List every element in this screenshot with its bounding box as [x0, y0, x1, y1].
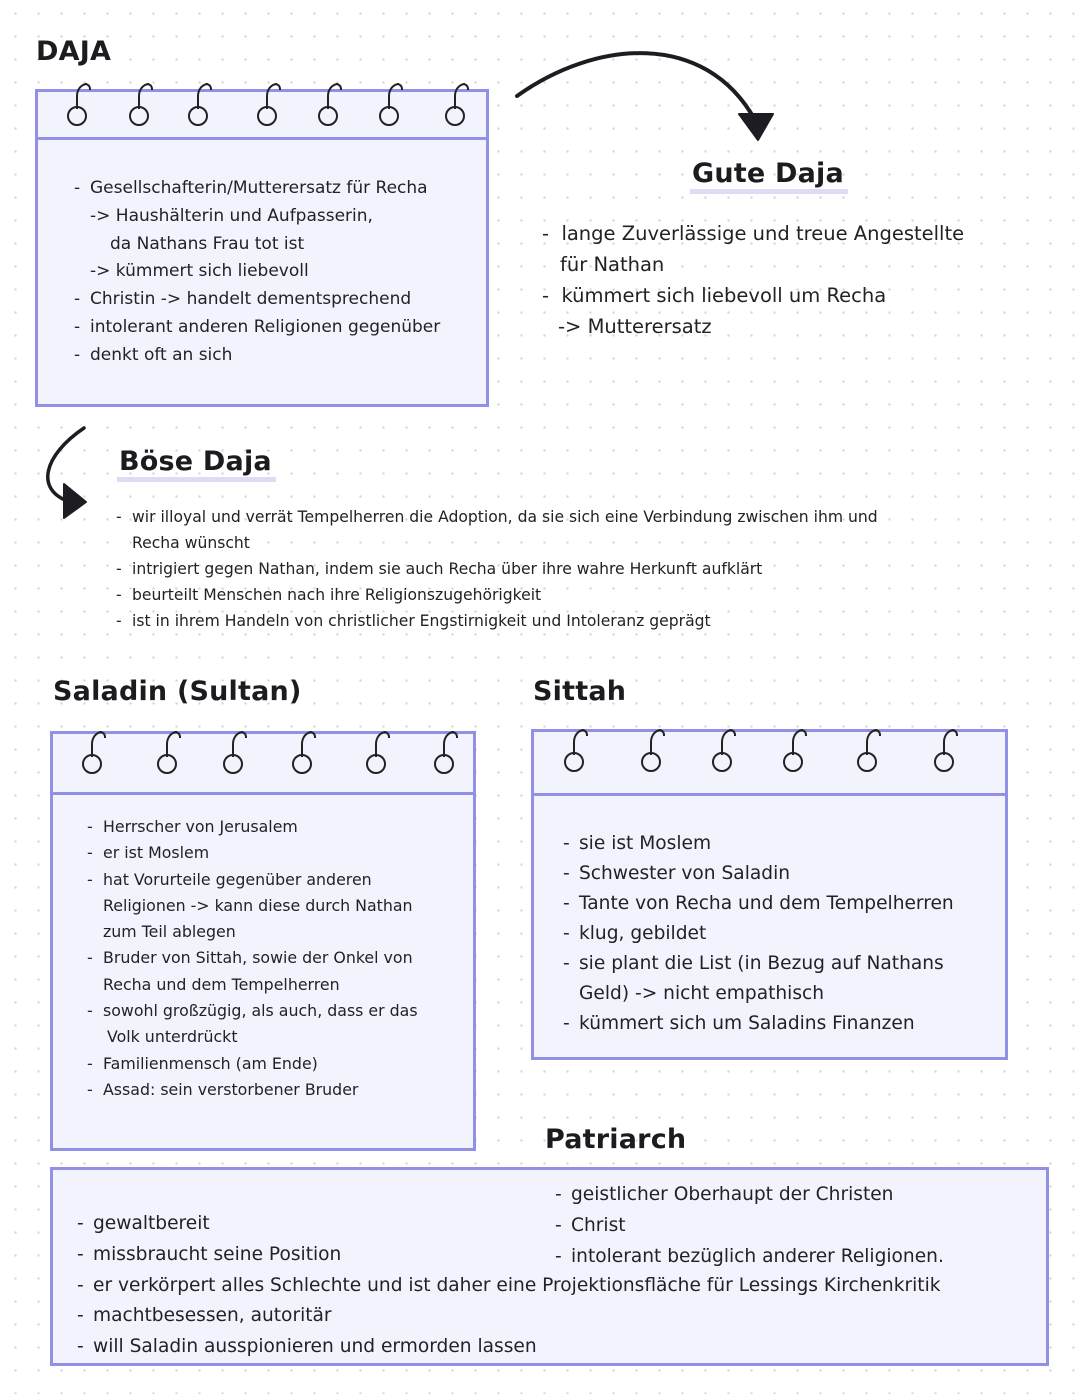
list-item: - sie plant die List (in Bezug auf Nathans [563, 949, 954, 979]
spiral-ring-icon [188, 106, 208, 126]
list-item: - missbraucht seine Position [77, 1240, 941, 1271]
spiral-ring-icon [366, 754, 386, 774]
list-item: - er verkörpert alles Schlechte und ist daher eine Projektionsfläche für Lessings Kirchenkritik [77, 1271, 941, 1302]
list-item: - hat Vorurteile gegenüber anderen [87, 867, 418, 893]
list-item: - geistlicher Oberhaupt der Christen [555, 1179, 944, 1210]
spiral-ring-icon [783, 752, 803, 772]
notepad-ring-bar [534, 732, 1005, 796]
list-item: - sie ist Moslem [563, 829, 954, 859]
spiral-ring-icon [257, 106, 277, 126]
saladin-title: Saladin (Sultan) [53, 676, 302, 707]
sittah-notepad [531, 729, 1008, 1060]
saladin-traits-list [87, 814, 418, 1103]
gute-daja-list [542, 218, 964, 342]
sittah-title: Sittah [533, 676, 627, 707]
list-item: - intrigiert gegen Nathan, indem sie auch Recha über ihre wahre Herkunft aufklärt [116, 556, 878, 582]
list-item: - Christin -> handelt dementsprechend [74, 286, 440, 314]
patriarch-box [50, 1167, 1049, 1366]
spiral-ring-icon [67, 106, 87, 126]
list-item: -> Mutterersatz [558, 315, 712, 338]
spiral-ring-icon [292, 754, 312, 774]
list-item: Recha und dem Tempelherren [103, 974, 340, 994]
list-item: Volk unterdrückt [107, 1027, 238, 1047]
list-item: - denkt oft an sich [74, 342, 440, 370]
list-item: - gewaltbereit [77, 1209, 941, 1240]
list-item: - will Saladin ausspionieren und ermorden lassen [77, 1332, 941, 1363]
boese-daja-title [117, 446, 276, 482]
list-item: - kümmert sich um Saladins Finanzen [563, 1009, 954, 1039]
notepad-ring-bar [53, 734, 473, 795]
list-item: - Christ [555, 1210, 944, 1241]
list-item: -> kümmert sich liebevoll [90, 261, 309, 282]
list-item: Religionen -> kann diese durch Nathan [103, 895, 413, 915]
list-item: - Bruder von Sittah, sowie der Onkel von [87, 945, 418, 971]
daja-notepad [35, 89, 489, 407]
saladin-notepad [50, 731, 476, 1151]
list-item: für Nathan [560, 253, 665, 276]
spiral-ring-icon [712, 752, 732, 772]
list-item: zum Teil ablegen [103, 922, 236, 942]
list-item: - Tante von Recha und dem Tempelherren [563, 889, 954, 919]
daja-title: DAJA [36, 36, 112, 67]
boese-daja-list [116, 504, 878, 634]
gute-daja-title [690, 158, 848, 194]
list-item: -> Haushälterin und Aufpasserin, [90, 205, 373, 226]
list-item: - wir illoyal und verrät Tempelherren die Adoption, da sie sich eine Verbindung zwischen ihm und [116, 504, 878, 530]
spiral-ring-icon [129, 106, 149, 126]
spiral-ring-icon [445, 106, 465, 126]
curved-arrow-icon [505, 40, 795, 150]
list-item: - machtbesessen, autoritär [77, 1301, 941, 1332]
sittah-traits-list [563, 829, 954, 1039]
list-item: - lange Zuverlässige und treue Angestellte [542, 222, 965, 245]
list-item: - Familienmensch (am Ende) [87, 1051, 418, 1077]
boese-daja-title-text: Böse Daja [117, 448, 276, 482]
spiral-ring-icon [434, 754, 454, 774]
gute-daja-title-text: Gute Daja [690, 160, 848, 194]
spiral-ring-icon [379, 106, 399, 126]
spiral-ring-icon [564, 752, 584, 772]
spiral-ring-icon [318, 106, 338, 126]
list-item: - Herrscher von Jerusalem [87, 814, 418, 840]
list-item: - beurteilt Menschen nach ihre Religionszugehörigkeit [116, 582, 878, 608]
list-item: - sowohl großzügig, als auch, dass er das [87, 998, 418, 1024]
spiral-ring-icon [223, 754, 243, 774]
spiral-ring-icon [641, 752, 661, 772]
spiral-ring-icon [157, 754, 177, 774]
list-item: Geld) -> nicht empathisch [579, 983, 825, 1004]
list-item: - intolerant bezüglich anderer Religionen. [555, 1241, 944, 1272]
spiral-ring-icon [82, 754, 102, 774]
list-item: - Schwester von Saladin [563, 859, 954, 889]
patriarch-left-list [77, 1209, 941, 1363]
list-item: Recha wünscht [132, 534, 250, 552]
list-item: - er ist Moslem [87, 840, 418, 866]
patriarch-title: Patriarch [545, 1124, 687, 1155]
list-item: - ist in ihrem Handeln von christlicher Engstirnigkeit und Intoleranz geprägt [116, 608, 878, 634]
spiral-ring-icon [857, 752, 877, 772]
notepad-ring-bar [38, 92, 486, 140]
hook-arrow-icon [34, 420, 94, 525]
spiral-ring-icon [934, 752, 954, 772]
list-item: - Gesellschafterin/Mutterersatz für Recha [74, 175, 440, 203]
list-item: - kümmert sich liebevoll um Recha [542, 284, 887, 307]
list-item: - Assad: sein verstorbener Bruder [87, 1077, 418, 1103]
list-item: - klug, gebildet [563, 919, 954, 949]
daja-traits-list [74, 175, 440, 370]
list-item: - intolerant anderen Religionen gegenüber [74, 314, 440, 342]
list-item: da Nathans Frau tot ist [110, 233, 305, 254]
